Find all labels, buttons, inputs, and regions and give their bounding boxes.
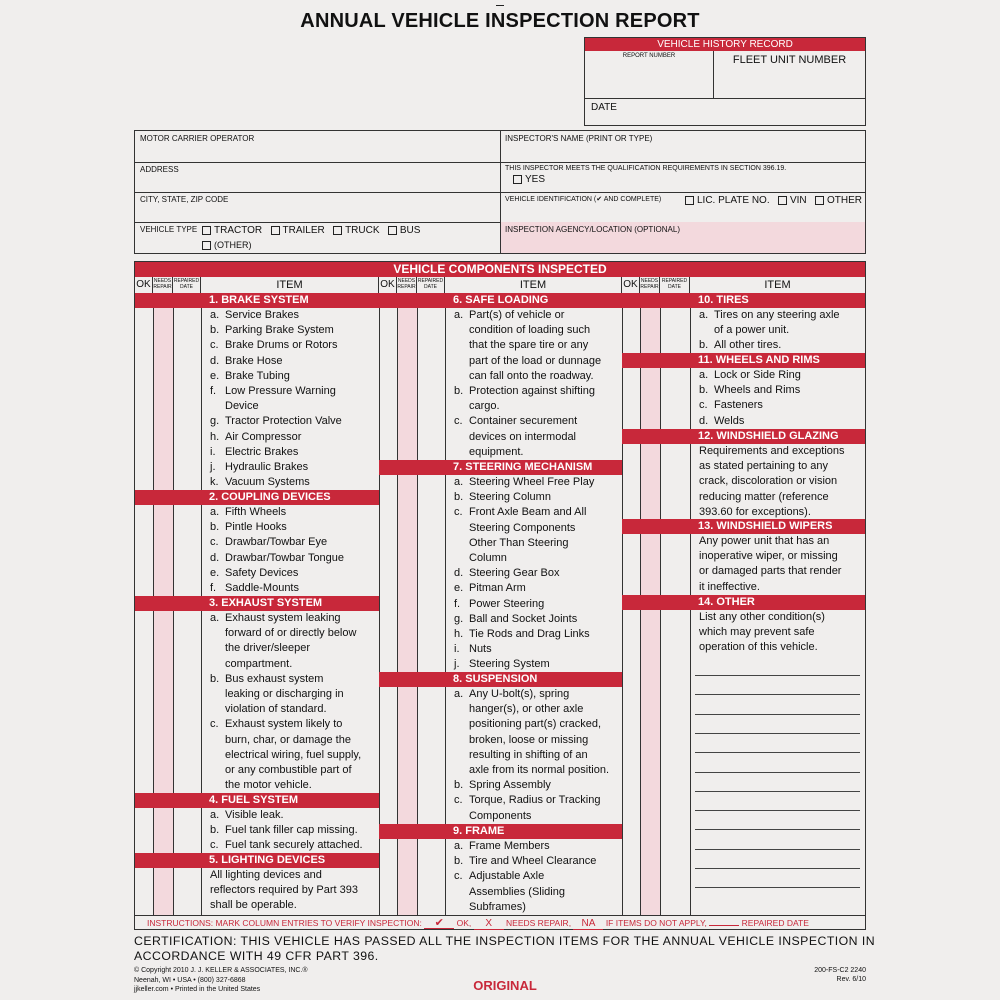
item-text: axle from its normal position. — [469, 764, 609, 776]
item-text: Other Than Steering — [469, 536, 569, 549]
section-title: 1. BRAKE SYSTEM — [209, 294, 309, 306]
vehicle-id-label: VEHICLE IDENTIFICATION (✔ AND COMPLETE) — [505, 196, 662, 203]
item-text: broken, loose or missing — [469, 733, 589, 746]
ok-col-header: OK — [622, 277, 640, 293]
section-title: 11. WHEELS AND RIMS — [698, 354, 820, 366]
item-letter: f. — [454, 597, 461, 610]
item-letter: f. — [210, 582, 217, 594]
item-letter: b. — [454, 779, 464, 792]
section-header-s1 — [135, 293, 379, 308]
section-title: 14. OTHER — [698, 596, 755, 608]
history-header: VEHICLE HISTORY RECORD — [585, 38, 865, 51]
item-text: can fall onto the roadway. — [469, 369, 594, 382]
write-in-line[interactable] — [695, 733, 860, 734]
item-letter: d. — [210, 354, 220, 367]
write-in-line[interactable] — [695, 887, 860, 888]
item-text: leaking or discharging in — [225, 688, 344, 700]
website: jjkeller.com • Printed in the United States — [134, 986, 261, 993]
item-letter: d. — [699, 414, 709, 427]
item-text: Steering Gear Box — [469, 567, 560, 580]
item-letter: a. — [210, 506, 220, 518]
fleet-unit-label: FLEET UNIT NUMBER — [732, 54, 847, 66]
write-in-line[interactable] — [695, 868, 860, 869]
item-text: Electric Brakes — [225, 445, 299, 458]
item-text: or damaged parts that render — [699, 565, 842, 578]
section-title: 10. TIRES — [698, 294, 749, 306]
item-text: burn, char, or damage the — [225, 733, 351, 746]
components-header: VEHICLE COMPONENTS INSPECTED — [135, 262, 865, 277]
needs-text: NEEDS REPAIR, — [506, 918, 572, 928]
item-text: Components — [469, 809, 532, 822]
item-text: 393.60 for exceptions). — [699, 505, 811, 518]
item-letter: g. — [210, 415, 220, 428]
section-header-s8 — [379, 672, 622, 687]
other-type-checkbox[interactable]: (OTHER) — [202, 240, 252, 250]
item-text: reducing matter (reference — [699, 490, 829, 503]
agency-field[interactable] — [501, 222, 865, 253]
item-letter: c. — [454, 870, 463, 883]
item-letter: c. — [454, 506, 463, 519]
item-letter: c. — [454, 794, 463, 807]
title-mark — [496, 5, 504, 6]
item-text: Service Brakes — [225, 309, 299, 321]
item-text: Parking Brake System — [225, 324, 334, 337]
city-label: CITY, STATE, ZIP CODE — [140, 195, 229, 204]
item-letter: b. — [454, 385, 464, 397]
section-header-s6 — [379, 293, 622, 308]
item-text: Tire and Wheel Clearance — [469, 855, 597, 868]
instructions-prefix: INSTRUCTIONS: MARK COLUMN ENTRIES TO VERIFY INSPECTION: — [147, 918, 422, 928]
address-field[interactable] — [135, 162, 501, 193]
section-header-s2 — [135, 490, 379, 505]
item-text: Vacuum Systems — [225, 476, 310, 489]
item-text: Exhaust system likely to — [225, 718, 343, 731]
certification-line-2: ACCORDANCE WITH 49 CFR PART 396. — [134, 949, 379, 963]
item-letter: d. — [210, 551, 220, 564]
na-text: IF ITEMS DO NOT APPLY, — [605, 918, 707, 928]
item-text: Lock or Side Ring — [714, 369, 801, 381]
item-text: Protection against shifting — [469, 385, 595, 397]
truck-checkbox[interactable]: TRUCK — [333, 225, 379, 236]
section-header-s10 — [622, 293, 865, 308]
item-text: Drawbar/Towbar Eye — [225, 536, 328, 549]
item-text: electrical wiring, fuel supply, — [225, 748, 362, 761]
bus-checkbox[interactable]: BUS — [388, 225, 421, 236]
item-text: operation of this vehicle. — [699, 641, 818, 654]
item-text: as stated pertaining to any — [699, 460, 829, 473]
needs-repair-column[interactable] — [398, 294, 417, 915]
item-letter: b. — [210, 824, 220, 837]
item-letter: a. — [699, 309, 709, 321]
item-letter: g. — [454, 612, 464, 625]
section-header-s11 — [622, 353, 865, 368]
vehicle-id-options — [685, 195, 862, 206]
item-letter: b. — [210, 521, 220, 534]
item-text: Subframes) — [469, 900, 526, 913]
section-title: 6. SAFE LOADING — [453, 294, 549, 306]
fleet-unit-field[interactable] — [714, 51, 865, 99]
item-letter: f. — [210, 385, 217, 397]
section-header-s13 — [622, 519, 865, 534]
item-text: the driver/sleeper — [225, 642, 310, 655]
section-title: 3. EXHAUST SYSTEM — [209, 597, 323, 609]
item-letter: h. — [210, 430, 220, 443]
item-letter: c. — [210, 339, 219, 352]
item-text: devices on intermodal — [469, 430, 577, 443]
ok-mark: ✔ — [424, 918, 454, 929]
qualification-label: THIS INSPECTOR MEETS THE QUALIFICATION REQUIREMENTS IN SECTION 396.19. — [505, 165, 787, 172]
item-text: of a power unit. — [714, 324, 790, 337]
report-number-field[interactable] — [585, 51, 714, 99]
page-title: ANNUAL VEHICLE INSPECTION REPORT — [300, 10, 700, 32]
needs-col-header: NEEDS REPAIR — [397, 277, 417, 293]
x-mark: X — [474, 919, 504, 930]
needs-col-header: NEEDS REPAIR — [640, 277, 660, 293]
item-letter: b. — [699, 384, 709, 397]
lic-plate-checkbox[interactable]: LIC. PLATE NO. — [685, 195, 770, 206]
na-mark: NA — [573, 919, 603, 930]
item-letter: h. — [454, 628, 464, 640]
item-text: Torque, Radius or Tracking — [469, 794, 601, 807]
item-letter: j. — [454, 658, 460, 671]
section-title: 4. FUEL SYSTEM — [209, 794, 299, 806]
repaired-col-header: REPAIRED DATE — [660, 277, 690, 293]
revision: Rev. 6/10 — [836, 976, 866, 983]
item-text: condition of loading such — [469, 324, 591, 337]
item-text: Column — [469, 552, 507, 564]
item-text: Steering Components — [469, 521, 576, 534]
item-text: Pintle Hooks — [225, 521, 287, 534]
ok-col-header: OK — [135, 277, 153, 293]
item-text: violation of standard. — [225, 703, 327, 716]
original-label: ORIGINAL — [473, 978, 537, 993]
column-header-row — [135, 277, 865, 294]
section-header-s12 — [622, 429, 865, 444]
item-text: Any power unit that has an — [699, 535, 830, 547]
item-text: positioning part(s) cracked, — [469, 718, 602, 731]
item-text: equipment. — [469, 445, 524, 458]
item-text: Ball and Socket Joints — [469, 612, 578, 625]
item-text: Wheels and Rims — [714, 384, 801, 397]
item-text: the motor vehicle. — [225, 779, 312, 792]
write-in-line[interactable] — [695, 694, 860, 695]
item-text: Steering Wheel Free Play — [469, 476, 595, 488]
section-title: 8. SUSPENSION — [453, 673, 538, 685]
section-title: 12. WINDSHIELD GLAZING — [698, 430, 839, 442]
write-in-line[interactable] — [695, 675, 860, 676]
item-text: resulting in shifting of an — [469, 748, 588, 761]
section-title: 13. WINDSHIELD WIPERS — [698, 520, 833, 532]
item-text: Saddle-Mounts — [225, 582, 299, 594]
vehicle-id-field — [501, 192, 865, 223]
item-text: Fuel tank securely attached. — [225, 839, 363, 852]
item-text: Safety Devices — [225, 566, 299, 579]
section-header-s9 — [379, 824, 622, 839]
item-letter: b. — [210, 324, 220, 337]
inspector-label: INSPECTOR'S NAME (PRINT OR TYPE) — [505, 134, 653, 143]
item-text: Fifth Wheels — [225, 506, 287, 518]
item-col-header: ITEM — [201, 277, 379, 293]
item-letter: k. — [210, 476, 219, 489]
vehicle-history-record — [584, 37, 866, 126]
item-letter: c. — [210, 718, 219, 731]
item-letter: b. — [699, 339, 709, 352]
address: Neenah, WI • USA • (800) 327-6868 — [134, 976, 246, 984]
write-in-line[interactable] — [695, 714, 860, 715]
report-number-label: REPORT NUMBER — [622, 53, 676, 59]
item-letter: a. — [210, 309, 220, 321]
item-text: Visible leak. — [225, 809, 284, 821]
section-header-s7 — [379, 460, 622, 475]
inspector-name-field[interactable] — [501, 131, 865, 163]
date-label: DATE — [591, 102, 617, 113]
item-text: All other tires. — [714, 339, 782, 352]
components-table — [134, 261, 866, 930]
item-text: Spring Assembly — [469, 779, 551, 792]
item-text: Air Compressor — [225, 430, 302, 443]
section-header-s14 — [622, 595, 865, 610]
item-letter: a. — [454, 476, 464, 488]
footer-right — [760, 966, 866, 984]
item-text: Nuts — [469, 643, 492, 656]
item-letter: j. — [210, 461, 216, 473]
footer-left — [134, 966, 308, 995]
item-text: compartment. — [225, 657, 293, 670]
qualification-field — [501, 162, 865, 193]
vehicle-type-label: VEHICLE TYPE — [140, 225, 198, 234]
item-text: Exhaust system leaking — [225, 612, 341, 624]
city-field[interactable] — [135, 192, 501, 223]
item-text: Assemblies (Sliding — [469, 885, 565, 898]
write-in-line[interactable] — [695, 791, 860, 792]
item-letter: e. — [454, 582, 464, 595]
item-text: Fasteners — [714, 399, 763, 412]
repaired-text: REPAIRED DATE — [741, 918, 809, 928]
section-title: 2. COUPLING DEVICES — [209, 491, 331, 503]
item-text: Tie Rods and Drag Links — [469, 628, 590, 640]
item-text: crack, discoloration or vision — [699, 475, 838, 488]
section-title: 7. STEERING MECHANISM — [453, 461, 593, 473]
trailer-checkbox[interactable]: TRAILER — [271, 225, 325, 236]
item-text: it ineffective. — [699, 580, 760, 593]
section-header-s5 — [135, 853, 379, 868]
address-label: ADDRESS — [140, 165, 179, 174]
item-text: Frame Members — [469, 840, 550, 852]
item-letter: a. — [699, 369, 709, 381]
item-text: or any combustible part of — [225, 764, 352, 776]
item-letter: c. — [210, 536, 219, 549]
item-text: Steering Column — [469, 491, 551, 504]
item-text: All lighting devices and — [210, 869, 322, 881]
item-letter: d. — [454, 567, 464, 580]
info-block — [134, 130, 866, 254]
item-text: that the spare tire or any — [469, 339, 589, 352]
instructions-row — [135, 915, 865, 930]
agency-label: INSPECTION AGENCY/LOCATION (OPTIONAL) — [505, 225, 680, 234]
ok-text: OK, — [456, 918, 472, 928]
item-letter: i. — [454, 643, 460, 656]
item-text: Any U-bolt(s), spring — [469, 688, 570, 700]
item-text: which may prevent safe — [699, 626, 815, 639]
item-text: reflectors required by Part 393 — [210, 884, 358, 897]
needs-col-header: NEEDS REPAIR — [153, 277, 173, 293]
certification — [134, 934, 874, 964]
item-col-header: ITEM — [445, 277, 622, 293]
item-text: Low Pressure Warning — [225, 385, 336, 397]
item-text: Tires on any steering axle — [714, 309, 840, 321]
item-text: Device — [225, 400, 259, 413]
item-letter: a. — [210, 809, 220, 821]
item-text: Front Axle Beam and All — [469, 506, 587, 519]
vehicle-type-field — [135, 222, 501, 253]
item-letter: a. — [454, 309, 464, 321]
item-text: Welds — [714, 414, 745, 427]
item-text: Steering System — [469, 658, 550, 671]
certification-line-1: CERTIFICATION: THIS VEHICLE HAS PASSED ALL THE INSPECTION ITEMS FOR THE ANNUAL VEHICLE INSPECTION IN — [134, 934, 876, 948]
repaired-col-header: REPAIRED DATE — [417, 277, 445, 293]
write-in-line[interactable] — [695, 849, 860, 850]
item-text: Power Steering — [469, 597, 545, 610]
ok-col-header: OK — [379, 277, 397, 293]
item-text: Pitman Arm — [469, 582, 526, 595]
item-text: Requirements and exceptions — [699, 445, 845, 457]
item-text: Container securement — [469, 415, 578, 428]
section-title: 9. FRAME — [453, 825, 505, 837]
item-text: inoperative wiper, or missing — [699, 550, 838, 563]
item-text: Bus exhaust system — [225, 672, 324, 685]
item-text: part of the load or dunnage — [469, 354, 602, 367]
write-in-line[interactable] — [695, 829, 860, 830]
item-text: Brake Drums or Rotors — [225, 339, 338, 352]
item-letter: b. — [454, 491, 464, 504]
tractor-checkbox[interactable]: TRACTOR — [202, 225, 262, 236]
item-text: Tractor Protection Valve — [225, 415, 342, 428]
form-number: 200-FS-C2 2240 — [814, 967, 866, 974]
item-text: shall be operable. — [210, 899, 297, 912]
item-letter: e. — [210, 369, 220, 382]
item-letter: a. — [210, 612, 220, 624]
item-letter: a. — [454, 688, 464, 700]
item-text: Adjustable Axle — [469, 870, 545, 883]
other-id-checkbox[interactable]: OTHER — [815, 195, 862, 206]
item-text: Drawbar/Towbar Tongue — [225, 551, 345, 564]
item-text: hanger(s), or other axle — [469, 703, 584, 716]
vehicle-type-options — [202, 225, 420, 236]
item-text: forward of or directly below — [225, 627, 357, 640]
item-text: Hydraulic Brakes — [225, 461, 309, 473]
item-text: List any other condition(s) — [699, 611, 825, 623]
item-letter: b. — [454, 855, 464, 868]
item-text: Fuel tank filler cap missing. — [225, 824, 358, 837]
item-letter: b. — [210, 672, 220, 685]
write-in-line[interactable] — [695, 772, 860, 773]
item-text: Part(s) of vehicle or — [469, 309, 565, 321]
item-letter: a. — [454, 840, 464, 852]
section-header-s4 — [135, 793, 379, 808]
item-text: Brake Tubing — [225, 369, 290, 382]
operator-label: MOTOR CARRIER OPERATOR — [140, 134, 255, 143]
item-letter: i. — [210, 445, 216, 458]
yes-checkbox[interactable]: YES — [513, 174, 865, 185]
write-in-line[interactable] — [695, 810, 860, 811]
item-letter: c. — [699, 399, 708, 412]
item-text: Brake Hose — [225, 354, 283, 367]
write-in-line[interactable] — [695, 752, 860, 753]
copyright: © Copyright 2010 J. J. KELLER & ASSOCIATES, INC.® — [134, 967, 308, 974]
section-header-s3 — [135, 596, 379, 611]
item-text: cargo. — [469, 400, 500, 413]
operator-field[interactable] — [135, 131, 501, 163]
item-letter: e. — [210, 566, 220, 579]
vin-checkbox[interactable]: VIN — [778, 195, 807, 206]
item-letter: c. — [210, 839, 219, 852]
section-title: 5. LIGHTING DEVICES — [209, 854, 326, 866]
repaired-col-header: REPAIRED DATE — [173, 277, 201, 293]
item-letter: c. — [454, 415, 463, 428]
item-col-header: ITEM — [764, 279, 791, 291]
